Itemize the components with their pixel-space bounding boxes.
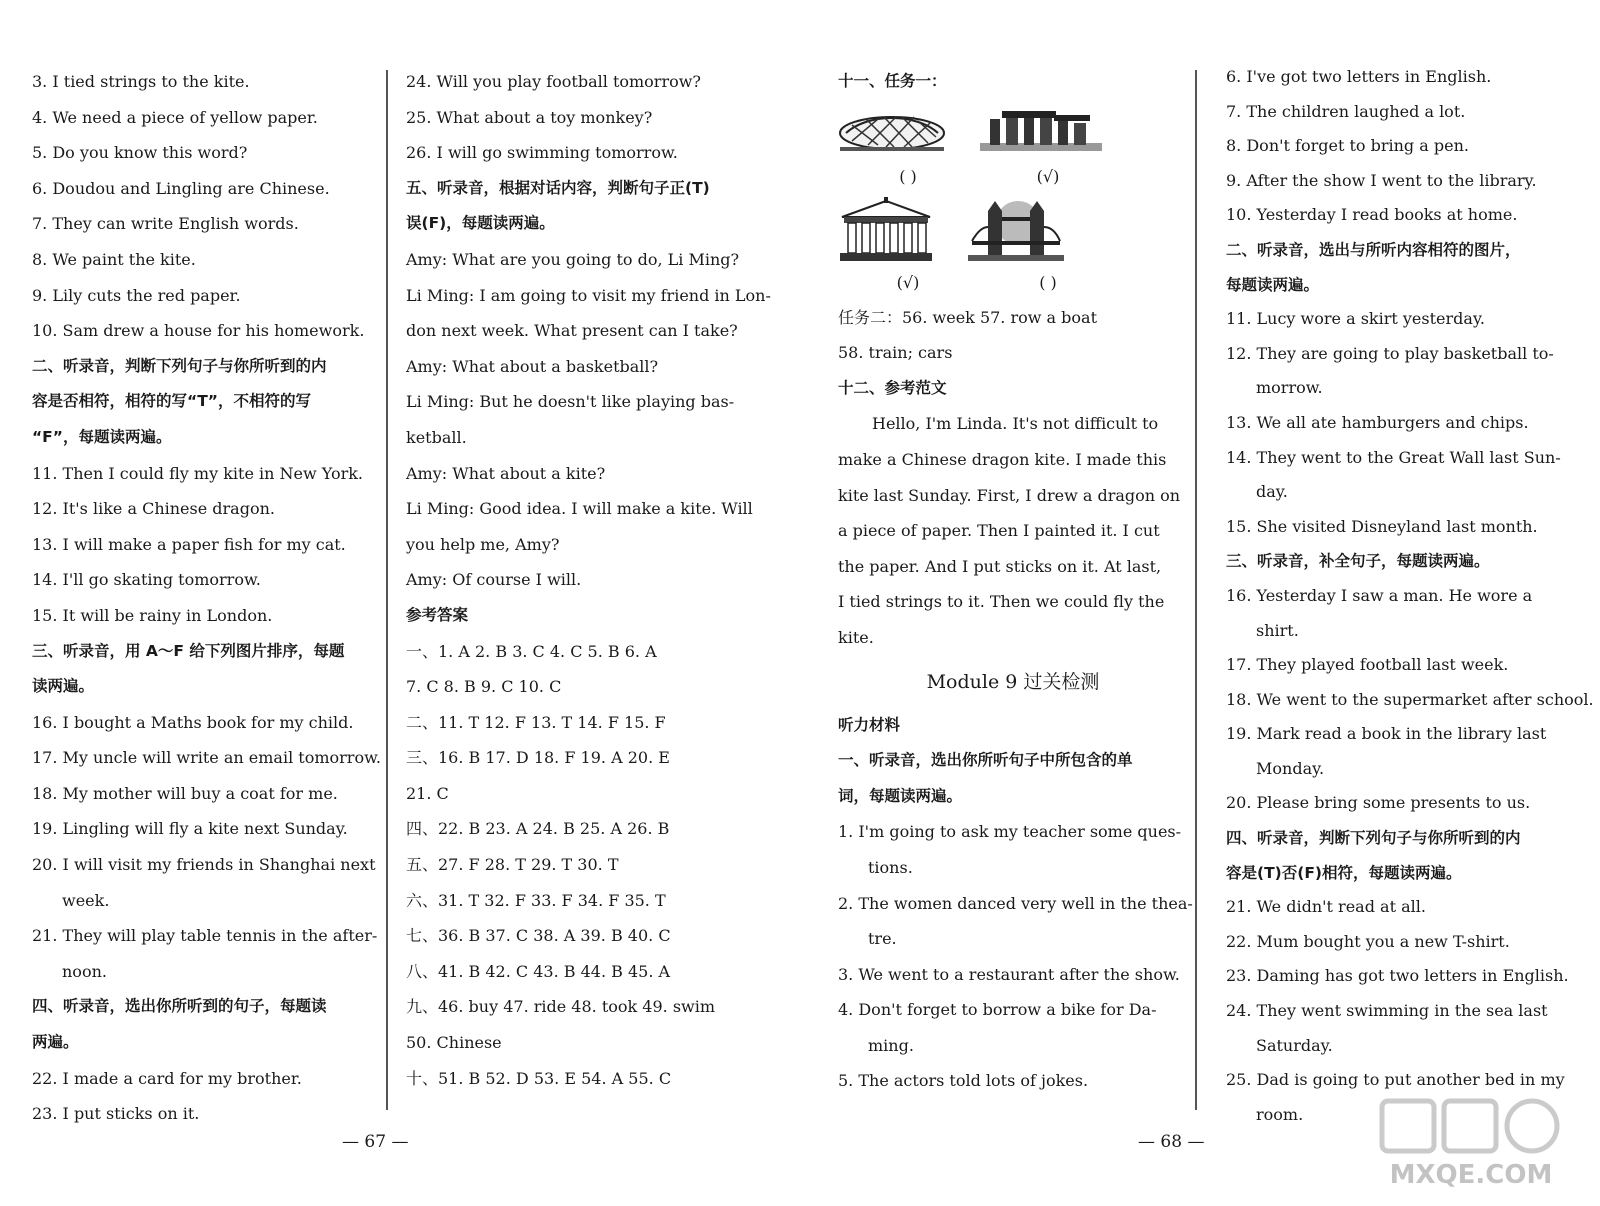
text-line: 5. Do you know this word? [32,143,248,163]
text-line: 26. I will go swimming tomorrow. [406,143,678,163]
essay-line: a piece of paper. Then I painted it. I cut [838,521,1160,541]
text-line: 误(F)，每题读两遍。 [406,214,555,233]
listening-line: room. [1256,1104,1304,1124]
text-line: 25. What about a toy monkey? [406,107,653,127]
listening-line: 5. The actors told lots of jokes. [838,1071,1089,1091]
text-line: 10. Sam drew a house for his homework. [32,321,365,341]
essay-line: the paper. And I put sticks on it. At last, [838,556,1162,576]
listening-line: 16. Yesterday I saw a man. He wore a [1226,585,1533,605]
model-essay [838,406,1188,655]
essay-line: kite last Sunday. First, I drew a dragon on [838,485,1181,505]
task2-answers [838,300,1188,407]
text-line: 11. Then I could fly my kite in New York. [32,463,363,483]
listening-line: 四、听录音，判断下列句子与你所听到的内 [1226,829,1521,848]
text-line: 20. I will visit my friends in Shanghai next [32,855,376,875]
text-line: 16. I bought a Maths book for my child. [32,712,354,732]
task1-image-row-2 [838,194,1188,266]
essay-line: make a Chinese dragon kite. I made this [838,449,1167,469]
listening-line: tions. [868,857,913,877]
listening-line: 14. They went to the Great Wall last Sun- [1226,447,1561,467]
listening-line: 12. They are going to play basketball to- [1226,343,1554,363]
listening-line: 9. After the show I went to the library. [1226,170,1537,190]
text-line: 九、46. buy 47. ride 48. took 49. swim [406,997,716,1017]
stonehenge-icon [980,105,1102,155]
text-line: 6. Doudou and Lingling are Chinese. [32,178,330,198]
museum-icon [838,197,934,263]
task1-marks-row-1 [838,160,1188,194]
listening-line: 6. I've got two letters in English. [1226,67,1492,86]
text-line: 十、51. B 52. D 53. E 54. A 55. C [406,1068,672,1088]
right-page-column-2 [1226,60,1594,1132]
text-line: 7. C 8. B 9. C 10. C [406,677,562,697]
page-number-left: — 67 — [342,1132,409,1152]
text-line: 12. It's like a Chinese dragon. [32,499,275,519]
mark-4: ( ) [1039,273,1057,293]
text-line: 三、听录音，用 A～F 给下列图片排序，每题 [32,641,345,660]
listening-line: 词，每题读两遍。 [838,786,963,805]
listening-line: 19. Mark read a book in the library last [1226,724,1547,744]
task1-heading: 十一、任务一： [838,72,947,90]
text-line: 读两遍。 [32,677,95,696]
page-number-right: — 68 — [1138,1132,1205,1152]
listening-line: 22. Mum bought you a new T-shirt. [1226,931,1510,951]
text-line: don next week. What present can I take? [406,321,738,341]
listening-line: 21. We didn't read at all. [1226,897,1426,917]
listening-material [838,708,1193,1100]
text-line: 五、27. F 28. T 29. T 30. T [406,855,619,875]
text-line: you help me, Amy? [406,534,560,554]
text-line: 一、1. A 2. B 3. C 4. C 5. B 6. A [406,641,657,661]
text-line: 7. They can write English words. [32,214,299,234]
text-line: 13. I will make a paper fish for my cat. [32,534,346,554]
answer-line: 58. train; cars [838,343,953,363]
text-line: Li Ming: But he doesn't like playing bas- [406,392,735,412]
text-line: 二、听录音，判断下列句子与你所听到的内 [32,356,327,375]
text-line: 21. They will play table tennis in the after- [32,926,378,946]
text-line: Li Ming: I am going to visit my friend in Lon- [406,285,771,305]
listening-line: 1. I'm going to ask my teacher some ques- [838,822,1182,842]
mark-3: (√) [896,273,920,293]
text-line: week. [62,890,110,910]
mark-1: ( ) [899,167,917,187]
text-line: 19. Lingling will fly a kite next Sunday. [32,819,348,839]
text-line: 23. I put sticks on it. [32,1104,200,1124]
text-line: Amy: What are you going to do, Li Ming? [406,249,740,269]
text-line: 15. It will be rainy in London. [32,605,273,625]
svg-text:MXQE.COM: MXQE.COM [1389,1160,1553,1190]
listening-line: 8. Don't forget to bring a pen. [1226,136,1469,156]
listening-line: 听力材料 [838,715,901,734]
listening-line: Saturday. [1256,1035,1333,1055]
listening-line: ming. [868,1035,914,1055]
mark-2: (√) [1036,167,1060,187]
text-line: Li Ming: Good idea. I will make a kite. Will [406,499,753,519]
text-line: 容是否相符，相符的写“T”，不相符的写 [32,392,311,411]
essay-line: Hello, I'm Linda. It's not difficult to [872,414,1159,434]
text-line: 参考答案 [406,605,469,624]
column-divider-right [1195,70,1197,1110]
text-line: ketball. [406,427,467,447]
text-line: 四、听录音，选出你所听到的句子，每题读 [32,997,327,1016]
watermark-logo [1376,1097,1566,1192]
listening-line: 4. Don't forget to borrow a bike for Da- [838,1000,1157,1020]
listening-line: 2. The women danced very well in the thea- [838,893,1193,913]
listening-line: 7. The children laughed a lot. [1226,101,1466,121]
listening-line: shirt. [1256,620,1299,640]
text-line: 七、36. B 37. C 38. A 39. B 40. C [406,926,671,946]
listening-line: 17. They played football last week. [1226,655,1509,675]
task1-marks-row-2 [838,266,1188,300]
listening-line: 一、听录音，选出你所听句子中所包含的单 [838,751,1133,770]
listening-line: 10. Yesterday I read books at home. [1226,205,1518,225]
answer-line: 十二、参考范文 [838,378,947,397]
text-line: Amy: What about a kite? [406,463,606,483]
text-line: Amy: Of course I will. [406,570,582,590]
text-line: 22. I made a card for my brother. [32,1068,302,1088]
left-page-column-2 [406,64,771,1096]
text-line: 24. Will you play football tomorrow? [406,72,702,91]
text-line: 4. We need a piece of yellow paper. [32,107,318,127]
essay-line: kite. [838,627,874,647]
listening-line: 18. We went to the supermarket after school. [1226,689,1594,709]
text-line: 二、11. T 12. F 13. T 14. F 15. F [406,712,666,732]
text-line: 18. My mother will buy a coat for me. [32,783,338,803]
listening-line: 13. We all ate hamburgers and chips. [1226,412,1529,432]
text-line: 8. We paint the kite. [32,249,196,269]
stadium-icon [838,105,946,155]
listening-line: 容是(T)否(F)相符，每题读两遍。 [1226,863,1462,882]
essay-line: I tied strings to it. Then we could fly the [838,592,1165,612]
listening-line: 15. She visited Disneyland last month. [1226,516,1538,536]
listening-line: day. [1256,482,1288,502]
listening-line: 24. They went swimming in the sea last [1226,1001,1548,1021]
text-line: 两遍。 [32,1033,79,1052]
text-line: “F”，每题读两遍。 [32,427,172,446]
listening-line: 三、听录音，补全句子，每题读两遍。 [1226,552,1490,571]
text-line: 四、22. B 23. A 24. B 25. A 26. B [406,819,670,839]
text-line: 14. I'll go skating tomorrow. [32,570,261,590]
module-title: Module 9 过关检测 [926,670,1100,693]
text-line: Amy: What about a basketball? [406,356,659,376]
text-line: 八、41. B 42. C 43. B 44. B 45. A [406,961,671,981]
listening-line: 25. Dad is going to put another bed in my [1226,1070,1565,1090]
listening-line: 20. Please bring some presents to us. [1226,793,1531,813]
left-page-column-1 [32,64,382,1132]
text-line: 五、听录音，根据对话内容，判断句子正(T) [406,178,710,197]
listening-line: 3. We went to a restaurant after the show. [838,964,1180,984]
listening-line: 11. Lucy wore a skirt yesterday. [1226,309,1485,329]
text-line: noon. [62,961,107,981]
text-line: 9. Lily cuts the red paper. [32,285,241,305]
text-line: 21. C [406,783,449,803]
text-line: 三、16. B 17. D 18. F 19. A 20. E [406,748,670,768]
listening-line: Monday. [1256,758,1325,778]
right-page-column-1 [838,64,1193,1099]
listening-line: tre. [868,929,897,949]
text-line: 六、31. T 32. F 33. F 34. F 35. T [406,890,666,910]
listening-line: 23. Daming has got two letters in English. [1226,966,1569,986]
listening-line: 二、听录音，选出与所听内容相符的图片， [1226,240,1521,259]
text-line: 50. Chinese [406,1033,502,1053]
text-line: 17. My uncle will write an email tomorrow. [32,748,381,768]
listening-line: morrow. [1256,378,1323,398]
text-line: 3. I tied strings to the kite. [32,72,250,91]
task1-image-row-1 [838,100,1188,160]
listening-line: 每题读两遍。 [1226,275,1320,294]
answer-line: 任务二：56. week 57. row a boat [838,307,1098,327]
column-divider [386,70,388,1110]
tower-bridge-icon [968,197,1064,263]
